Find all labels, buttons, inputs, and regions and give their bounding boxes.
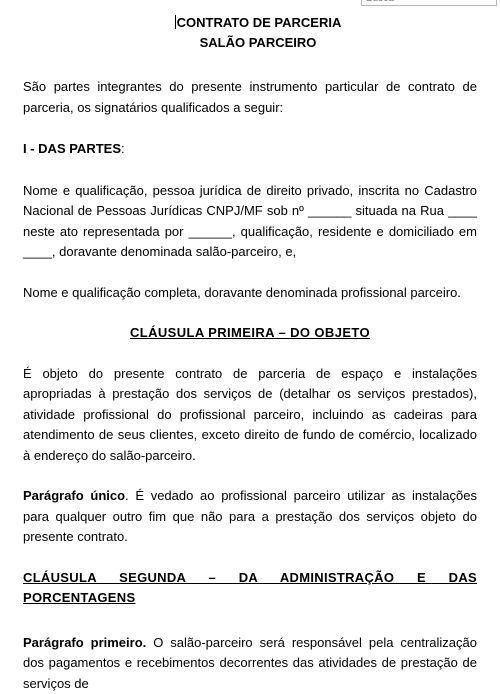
title-line-2: SALÃO PARCEIRO (200, 35, 317, 50)
document-body (23, 13, 477, 694)
paragrafo-primeiro-text: O salão-parceiro será responsável pela centralização dos pagamentos e recebimentos decorrentes das atividades de prestação de serviços de (23, 635, 477, 691)
paragrafo-unico-label: Parágrafo único (23, 488, 125, 503)
paragrafo-unico-text: . É vedado ao profissional parceiro utilizar as instalações para qualquer outro fim que não para a prestação dos serviços objeto do presente contrato. (23, 488, 477, 544)
partes-paragraph-2: Nome e qualificação completa, doravante denominada profissional parceiro. (23, 283, 477, 304)
clausula-primeira-paragraph: É objeto do presente contrato de parceria de espaço e instalações apropriadas à prestação dos serviços de (detalhar os serviços prestados), atividade profissional do profissional parceiro, incluindo as cadeiras para atendimento de seus clientes, exceto direito de fundo de comércio, localizado à endereço do salão-parceiro. (23, 364, 477, 467)
title-line-1: CONTRATO DE PARCERIA (177, 15, 342, 30)
partes-paragraph-1: Nome e qualificação, pessoa jurídica de direito privado, inscrita no Cadastro Nacional de Pessoas Jurídicas CNPJ/MF sob nº ______ situada na Rua ____ neste ato representada por ______, qualificação, residente e domiciliado em ____, doravante denominada salão-parceiro, e, (23, 181, 477, 263)
text-cursor (175, 15, 176, 29)
paragrafo-primeiro (23, 633, 477, 694)
section-partes-title: I - DAS PARTES (23, 141, 121, 156)
document-title (23, 13, 477, 53)
paragrafo-unico (23, 486, 477, 548)
clausula-segunda-heading: CLÁUSULA SEGUNDA – DA ADMINISTRAÇÃO E DAS PORCENTAGENS (23, 568, 477, 609)
paragrafo-primeiro-label: Parágrafo primeiro. (23, 635, 146, 650)
search-input[interactable] (361, 0, 497, 6)
section-partes-heading (23, 139, 477, 160)
intro-paragraph: São partes integrantes do presente instrumento particular de contrato de parceria, os signatários qualificados a seguir: (23, 77, 477, 118)
section-partes-colon: : (121, 141, 125, 156)
clausula-primeira-heading: CLÁUSULA PRIMEIRA – DO OBJETO (23, 323, 477, 344)
